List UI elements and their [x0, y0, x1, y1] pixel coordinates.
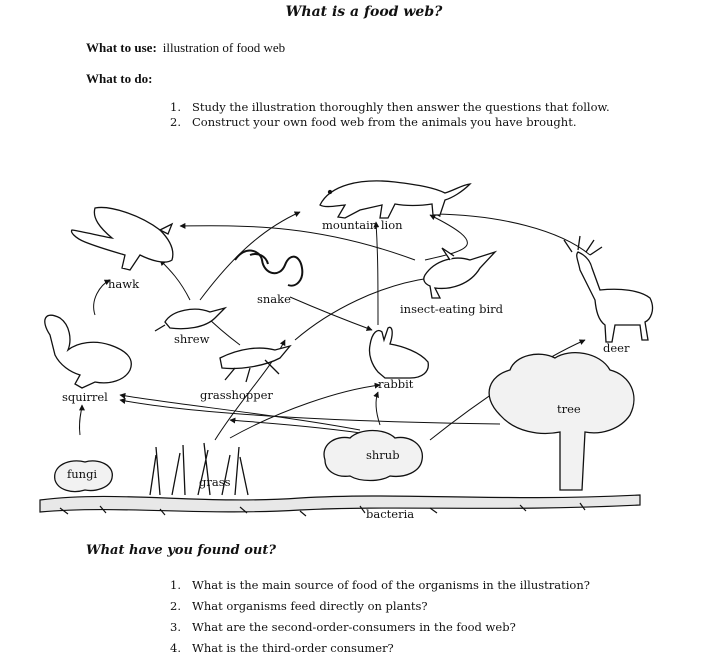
question-text: What is the main source of food of the organisms in the illustration? [192, 578, 590, 592]
deer-drawing [564, 236, 653, 342]
question-item [170, 620, 710, 641]
label-snake: snake [257, 292, 291, 306]
tree-drawing [489, 353, 634, 490]
what-to-use-value: illustration of food web [162, 40, 286, 55]
found-out-heading: What have you found out? [86, 543, 276, 558]
question-text: What are the second-order-consumers in the food web? [192, 620, 516, 634]
label-mountain-lion: mountain lion [322, 218, 403, 232]
step-item [170, 100, 640, 115]
step-number: 2. [170, 115, 181, 129]
question-text: What is the third-order consumer? [192, 641, 394, 655]
grasshopper-drawing [220, 346, 290, 382]
label-fungi: fungi [67, 467, 98, 481]
label-insect-eating-bird: insect-eating bird [400, 302, 504, 316]
shrew-drawing [155, 308, 225, 331]
mountain-lion-drawing [320, 181, 470, 218]
steps-list [170, 100, 640, 130]
label-bacteria: bacteria [366, 507, 415, 521]
label-squirrel: squirrel [62, 390, 108, 404]
insect-eating-bird-drawing [424, 248, 495, 298]
label-tree: tree [557, 402, 581, 416]
rabbit-drawing [369, 327, 428, 378]
question-item [170, 599, 710, 620]
hawk-drawing [72, 207, 173, 270]
step-number: 1. [170, 100, 181, 114]
label-hawk: hawk [108, 277, 140, 291]
step-item [170, 115, 640, 130]
question-number: 2. [170, 599, 181, 613]
what-to-use-section [86, 40, 285, 56]
questions-list [170, 578, 710, 662]
label-rabbit: rabbit [378, 377, 414, 391]
squirrel-drawing [45, 315, 132, 388]
question-number: 4. [170, 641, 181, 655]
food-web-illustration [0, 160, 728, 535]
step-text: Study the illustration thoroughly then answer the questions that follow. [192, 100, 610, 114]
question-number: 1. [170, 578, 181, 592]
step-text: Construct your own food web from the animals you have brought. [192, 115, 577, 129]
question-item [170, 641, 710, 662]
question-number: 3. [170, 620, 181, 634]
snake-drawing [235, 251, 302, 286]
label-shrew: shrew [174, 332, 210, 346]
label-grass: grass [199, 475, 231, 489]
question-item [170, 578, 710, 599]
page-title: What is a food web? [285, 4, 443, 20]
what-to-do-label: What to do: [86, 71, 153, 86]
label-deer: deer [603, 341, 630, 355]
what-to-use-label: What to use: [86, 40, 157, 55]
ground [40, 495, 640, 516]
question-text: What organisms feed directly on plants? [192, 599, 428, 613]
label-grasshopper: grasshopper [200, 388, 273, 402]
label-shrub: shrub [366, 448, 400, 462]
